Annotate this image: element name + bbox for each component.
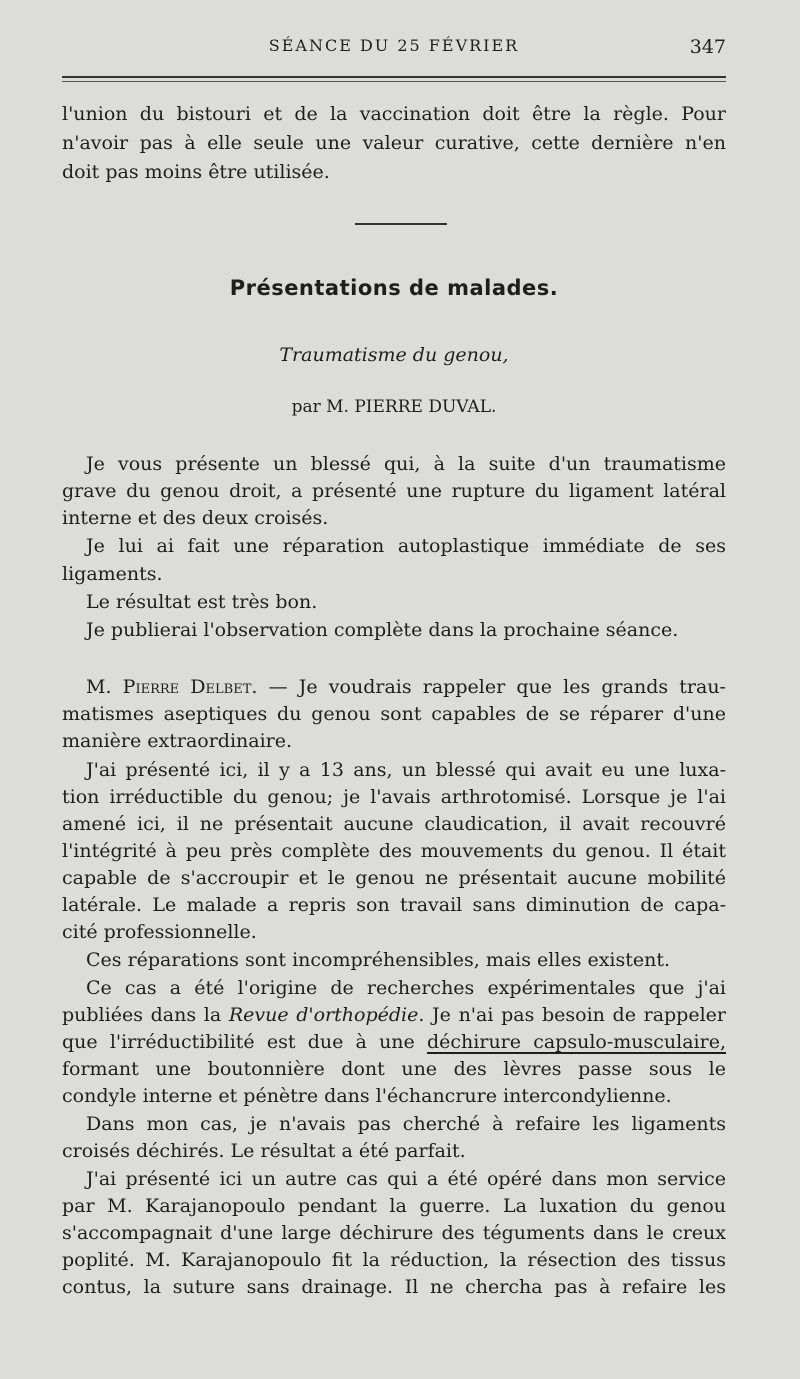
delbet-line: latérale. Le malade a repris son travail sans diminution de capa- <box>62 894 726 916</box>
body-line: Je publierai l'observation complète dans la prochaine séance. <box>86 619 679 641</box>
tear-line <box>62 1029 726 1055</box>
delbet-line: tion irréductible du genou; je l'avais arthrotomisé. Lorsque je l'ai <box>62 786 726 808</box>
section-separator <box>355 223 447 225</box>
delbet-line: matismes aseptiques du genou sont capables de se réparer d'une <box>62 703 726 725</box>
body-line: grave du genou droit, a présenté une rupture du ligament latéral <box>62 480 726 502</box>
delbet-line: manière extraordinaire. <box>62 730 293 752</box>
header-rule-thin <box>62 81 726 82</box>
tear-line-pre: que l'irréductibilité est due à une <box>62 1031 427 1053</box>
running-title: SÉANCE DU 25 FÉVRIER <box>268 36 520 55</box>
body-line: Je lui ai fait une réparation autoplastique immédiate de ses <box>86 535 726 557</box>
journal-name: Revue d'orthopédie. <box>228 1004 425 1026</box>
intro-line: n'avoir pas à elle seule une valeur curative, cette dernière n'en <box>62 132 726 154</box>
journal-line-post: Je n'ai pas besoin de rappeler <box>424 1004 726 1026</box>
article-author: par M. PIERRE DUVAL. <box>291 397 497 417</box>
body-line: ligaments. <box>62 563 163 585</box>
delbet-line: contus, la suture sans drainage. Il ne chercha pas à refaire les <box>62 1276 726 1298</box>
delbet-line: formant une boutonnière dont une des lèvres passe sous le <box>62 1058 726 1080</box>
body-line: Je vous présente un blessé qui, à la suite d'un traumatisme <box>86 453 726 475</box>
delbet-line: par M. Karajanopoulo pendant la guerre. La luxation du genou <box>62 1195 726 1217</box>
delbet-line: cité professionnelle. <box>62 921 257 943</box>
delbet-line: amené ici, il ne présentait aucune claudication, il avait recouvré <box>62 813 726 835</box>
journal-line <box>62 1002 726 1028</box>
header-rule <box>62 76 726 78</box>
section-title: Présentations de malades. <box>229 276 559 300</box>
intro-line: l'union du bistouri et de la vaccination doit être la règle. Pour <box>62 103 726 125</box>
delbet-line: l'intégrité à peu près complète des mouvements du genou. Il était <box>62 840 726 862</box>
delbet-line: s'accompagnait d'une large déchirure des téguments dans le creux <box>62 1222 726 1244</box>
journal-line-pre: publiées dans la <box>62 1004 229 1026</box>
delbet-line: poplité. M. Karajanopoulo fit la réduction, la résection des tissus <box>62 1249 726 1271</box>
article-title: Traumatisme du genou, <box>279 344 509 366</box>
page-number: 347 <box>689 36 726 58</box>
body-line: interne et des deux croisés. <box>62 507 329 529</box>
delbet-line: Ce cas a été l'origine de recherches expérimentales que j'ai <box>86 977 726 999</box>
delbet-first-line-text: — Je voudrais rappeler que les grands trau- <box>257 676 726 698</box>
body-line: Le résultat est très bon. <box>86 591 318 613</box>
delbet-line: J'ai présenté ici un autre cas qui a été opéré dans mon service <box>86 1168 726 1190</box>
speaker-name: M. Pierre Delbet. <box>86 676 258 698</box>
intro-line: doit pas moins être utilisée. <box>62 161 330 183</box>
delbet-line: Ces réparations sont incompréhensibles, mais elles existent. <box>86 949 671 971</box>
delbet-line: capable de s'accroupir et le genou ne présentait aucune mobilité <box>62 867 726 889</box>
delbet-line: croisés déchirés. Le résultat a été parfait. <box>62 1140 466 1162</box>
delbet-line: condyle interne et pénètre dans l'échancrure intercondylienne. <box>62 1085 672 1107</box>
delbet-line: Dans mon cas, je n'avais pas cherché à refaire les ligaments <box>86 1113 726 1135</box>
underlined-phrase: déchirure capsulo-musculaire, <box>427 1031 726 1053</box>
delbet-line: J'ai présenté ici, il y a 13 ans, un blessé qui avait eu une luxa- <box>86 759 726 781</box>
running-header <box>62 36 726 66</box>
delbet-first-line <box>62 674 726 700</box>
